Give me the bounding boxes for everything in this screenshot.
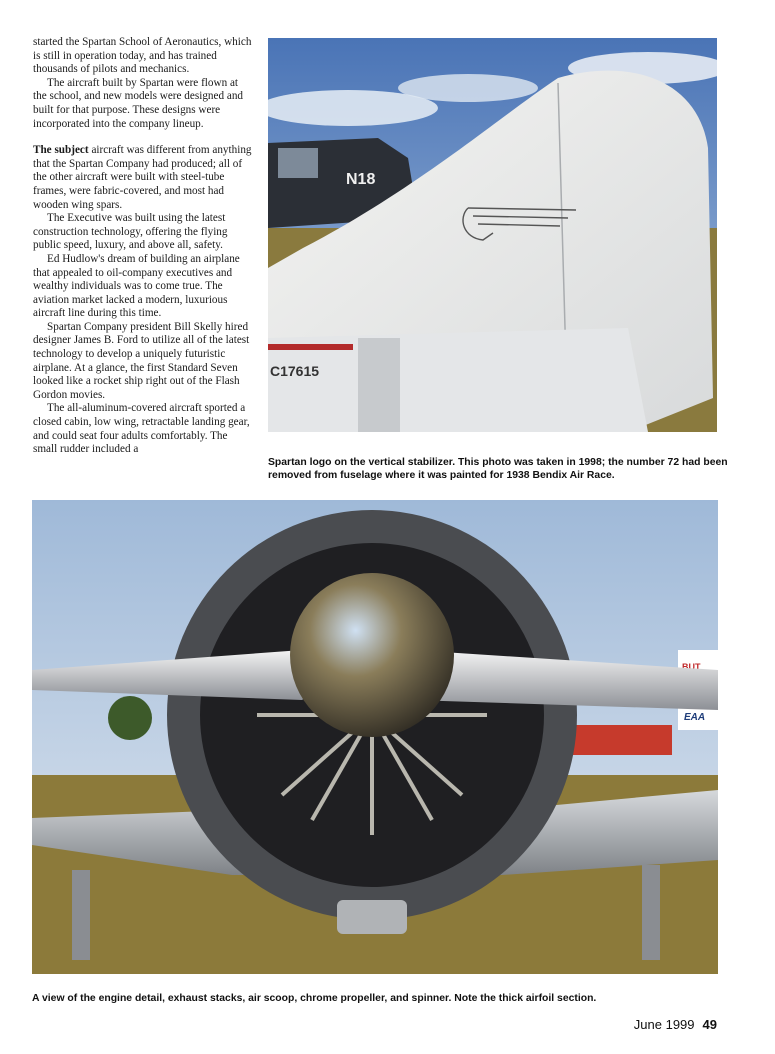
paragraph-4: The Executive was built using the latest construction technology, offering the flying public speed, luxury, and above all, safety. <box>33 212 228 252</box>
paragraph-3-body: anything that the Spartan Company had produced; all of the other aircraft were built with steel-tube frames, were fabric-covered, and most had wooden wing spars. <box>33 144 252 211</box>
paragraph-1: started the Spartan School of Aeronautics, which is still in operation today, and has trained thousands of pilots and mechanics. <box>33 36 252 76</box>
paragraph-7: The all-aluminum-covered aircraft sported a closed cabin, low wing, retractable landing gear, and could seat four adults comfortably. The small rudder included a <box>33 402 250 456</box>
stabilizer-root <box>358 338 400 432</box>
tail-photo-image <box>268 38 717 432</box>
neighbor-window <box>278 148 318 178</box>
page-footer <box>634 1017 717 1032</box>
paragraph-2: The aircraft built by Spartan were flown at the school, and new models were designed and built for that purpose. These designs were incorporated into the company lineup. <box>33 76 244 130</box>
neighbor-registration: N18 <box>346 171 376 188</box>
engine-photo-caption: A view of the engine detail, exhaust stacks, air scoop, chrome propeller, and spinner. Note the thick airfoil section. <box>32 993 597 1004</box>
eaa-banner-text: BUT <box>682 662 701 672</box>
chrome-spinner <box>290 573 454 737</box>
engine-photo-image <box>32 500 718 974</box>
paragraph-5: Ed Hudlow's dream of building an airplane that appealed to oil-company executives and wealthy individuals was to come true. The aviation market lacked a modern, luxurious aircraft line during this time. <box>33 252 240 320</box>
tree <box>108 696 152 740</box>
left-landing-gear <box>72 870 90 960</box>
article-text-column <box>33 36 253 457</box>
paragraph-3 <box>33 144 253 212</box>
tail-photo-caption: Spartan logo on the vertical stabilizer. This photo was taken in 1998; the number 72 had been removed from fuselage where it was painted for 1938 Bendix Air Race. <box>268 457 728 481</box>
fuselage-stripe <box>268 344 353 350</box>
tail-photo <box>268 38 717 432</box>
registration-number: C17615 <box>270 363 320 379</box>
paragraph-lead-in: The subject <box>33 144 89 157</box>
cloud <box>398 74 538 102</box>
issue-date: June 1999 <box>633 1017 695 1032</box>
page-number: 49 <box>702 1017 717 1032</box>
fuselage <box>268 328 648 432</box>
air-scoop <box>337 900 407 934</box>
paragraph-lead-rest: aircraft was different from <box>88 144 210 157</box>
eaa-logo: EAA <box>684 712 706 723</box>
engine-photo <box>32 500 718 974</box>
right-landing-gear <box>642 865 660 960</box>
paragraph-6: Spartan Company president Bill Skelly hired designer James B. Ford to utilize all of the latest technology to develop a uniquely futuristic airplane. At a glance, the first Standard Seven looked like a rocket ship right out of the Flash Gordon movies. <box>33 320 250 401</box>
